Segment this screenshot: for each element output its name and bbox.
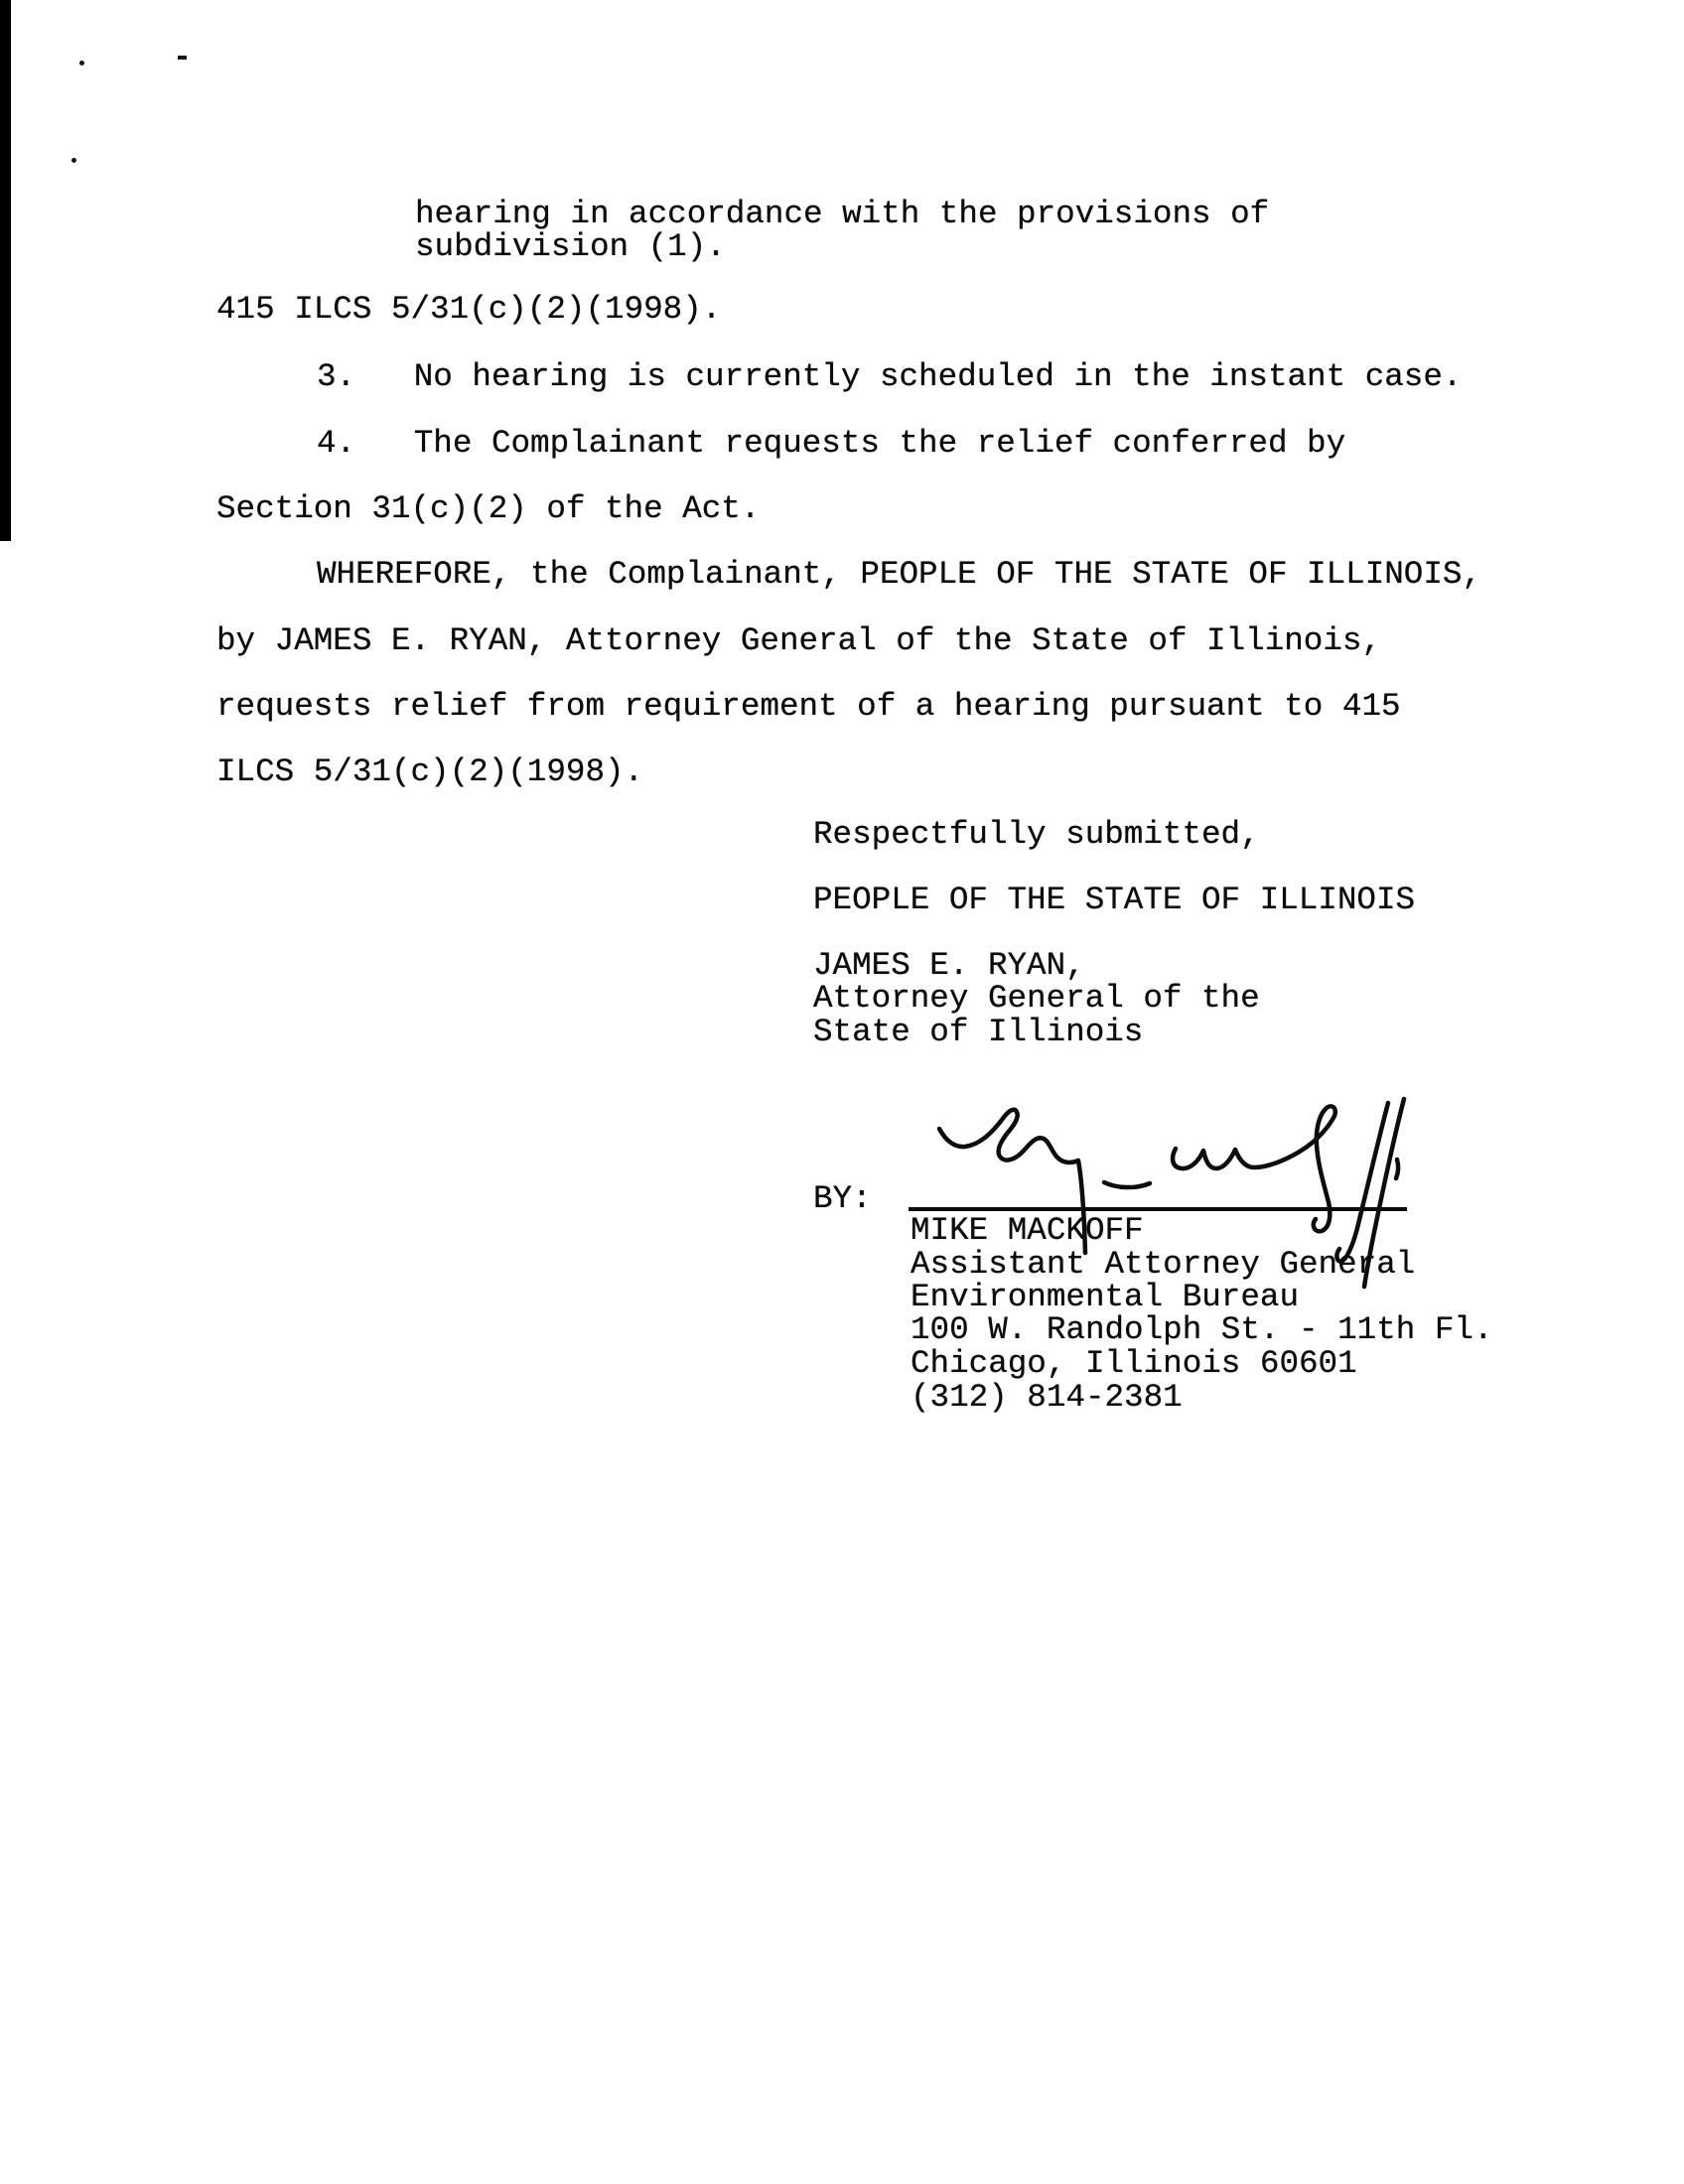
attorney-general-name: JAMES E. RYAN, (813, 947, 1085, 984)
scan-artifact-bar (0, 0, 11, 541)
wherefore-line-2: by JAMES E. RYAN, Attorney General of the State of Illinois, (216, 622, 1382, 659)
party-name: PEOPLE OF THE STATE OF ILLINOIS (813, 882, 1416, 918)
signer-title: Assistant Attorney General (911, 1246, 1416, 1283)
signer-bureau: Environmental Bureau (911, 1279, 1300, 1315)
wherefore-line-1: WHEREFORE, the Complainant, PEOPLE OF THE STATE OF ILLINOIS, (317, 556, 1482, 593)
statute-citation: 415 ILCS 5/31(c)(2)(1998). (216, 291, 722, 328)
signer-phone: (312) 814-2381 (911, 1379, 1183, 1416)
wherefore-line-3: requests relief from requirement of a hearing pursuant to 415 (216, 688, 1401, 725)
paragraph-4-line-2: Section 31(c)(2) of the Act. (216, 490, 761, 527)
signer-address-2: Chicago, Illinois 60601 (911, 1345, 1357, 1382)
signer-name: MIKE MACKOFF (911, 1212, 1144, 1249)
quote-line-2: subdivision (1). (415, 228, 726, 265)
attorney-general-title-2: State of Illinois (813, 1014, 1144, 1050)
paragraph-4-line-1: 4. The Complainant requests the relief conferred by (317, 425, 1346, 462)
scan-speck (79, 61, 84, 66)
scan-speck (178, 56, 187, 60)
wherefore-line-4: ILCS 5/31(c)(2)(1998). (216, 753, 644, 790)
signer-address-1: 100 W. Randolph St. - 11th Fl. (911, 1311, 1493, 1348)
by-label: BY: (813, 1180, 872, 1217)
attorney-general-title-1: Attorney General of the (813, 980, 1260, 1017)
scan-speck (71, 158, 76, 163)
respectfully-submitted: Respectfully submitted, (813, 816, 1260, 853)
paragraph-3: 3. No hearing is currently scheduled in the instant case. (317, 358, 1463, 395)
quote-line-1: hearing in accordance with the provisions of (415, 196, 1270, 232)
signature-line (909, 1207, 1407, 1211)
